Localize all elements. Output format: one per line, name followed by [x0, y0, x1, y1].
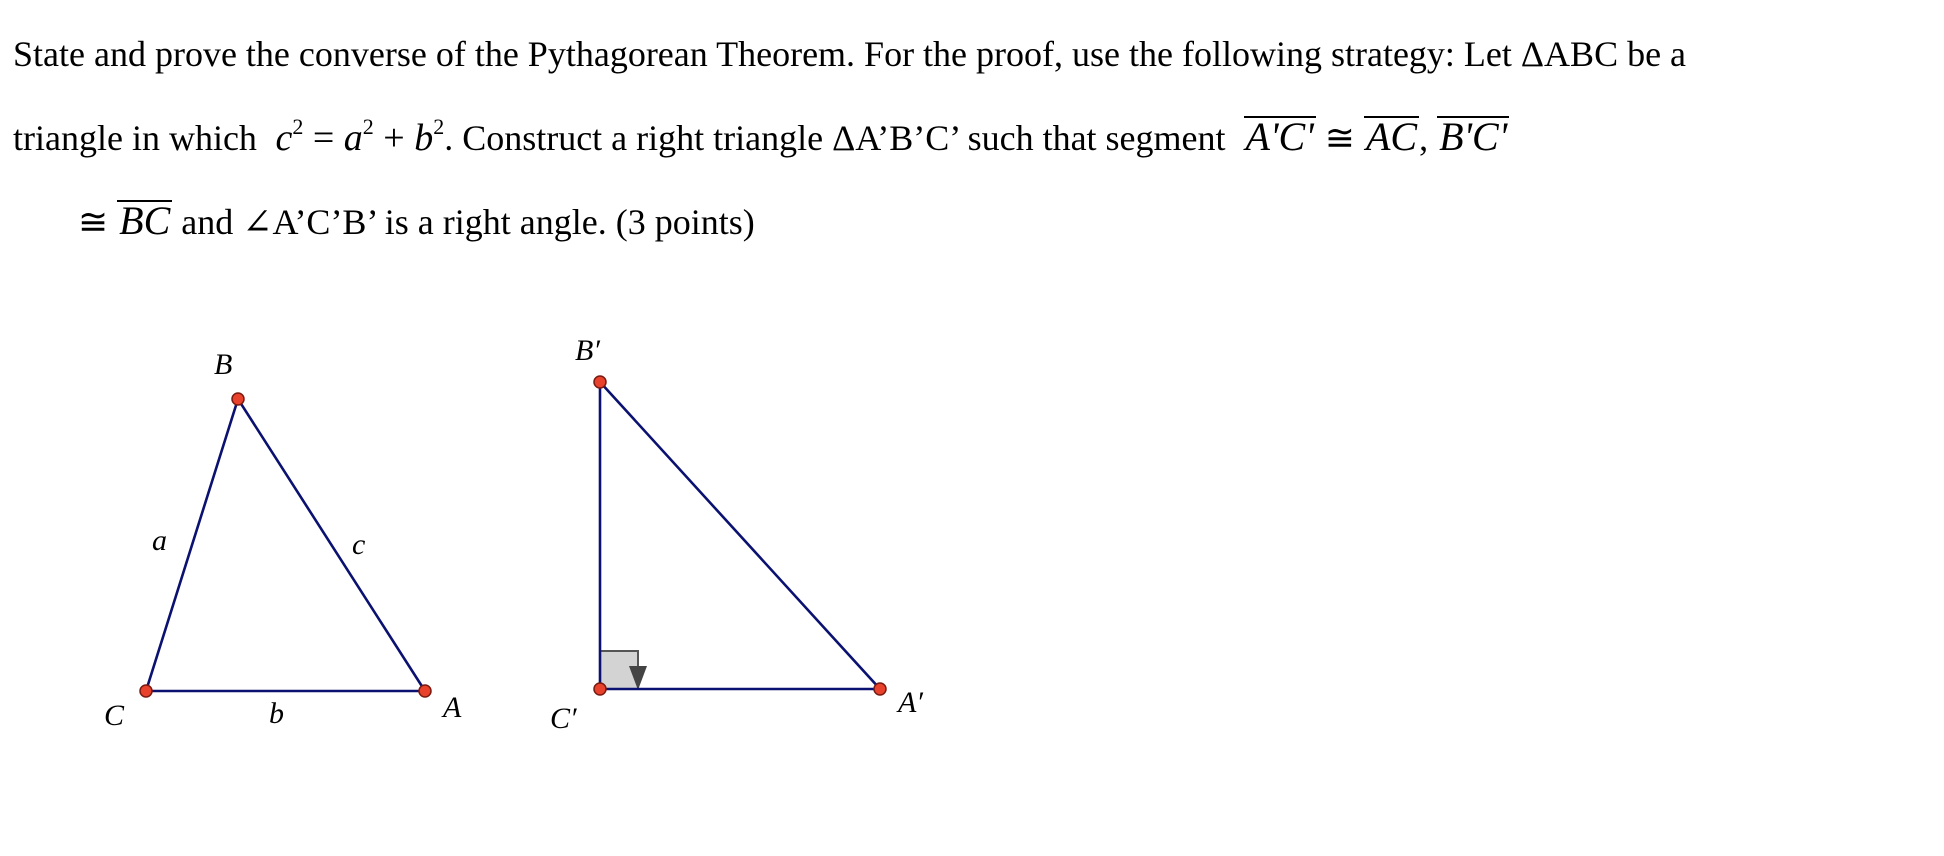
- triangle-abc-edges: [146, 399, 425, 691]
- eq-plus: +: [373, 117, 415, 159]
- segment-a-prime-c-prime: A'C': [1245, 114, 1314, 159]
- eq-c-exponent: 2: [292, 114, 304, 139]
- problem-text-2b: . Construct a right triangle ΔA’B’C’ such that segment: [444, 118, 1226, 158]
- eq-c: c: [275, 117, 293, 159]
- triangle-abc: [104, 348, 462, 732]
- label-c-prime: C′: [550, 702, 577, 735]
- label-b-prime: B′: [575, 334, 600, 367]
- problem-text-1: State and prove the converse of the Pythagorean Theorem. For the proof, use the following strategy: Let ΔABC be a: [13, 34, 1687, 74]
- eq-b: b: [414, 117, 434, 159]
- comma: ,: [1419, 118, 1429, 158]
- point-b-prime[interactable]: [594, 376, 606, 388]
- congruent-symbol: ≅: [1324, 118, 1355, 158]
- congruent-symbol-2: ≅: [78, 202, 109, 242]
- triangle-a-prime-b-prime-c-prime: [550, 334, 923, 735]
- eq-b-exponent: 2: [433, 114, 445, 139]
- label-side-c: c: [352, 528, 366, 561]
- triangle-prime-edges: [600, 382, 880, 689]
- point-c[interactable]: [140, 685, 152, 697]
- eq-equals: =: [303, 117, 344, 159]
- problem-text-2a: triangle in which: [13, 118, 257, 158]
- label-a-prime: A′: [898, 686, 923, 719]
- point-b[interactable]: [232, 393, 244, 405]
- point-a[interactable]: [419, 685, 431, 697]
- label-a: A: [443, 691, 462, 724]
- segment-bc: BC: [119, 198, 171, 243]
- label-b: B: [214, 348, 233, 381]
- segment-ac: AC: [1365, 114, 1418, 159]
- label-c: C: [104, 699, 125, 732]
- label-side-b: b: [269, 697, 284, 730]
- segment-b-prime-c-prime: B'C': [1439, 114, 1508, 159]
- problem-text-3: and ∠A’C’B’ is a right angle. (3 points): [181, 202, 755, 242]
- point-a-prime[interactable]: [874, 683, 886, 695]
- eq-a: a: [343, 117, 363, 159]
- label-side-a: a: [152, 524, 167, 557]
- eq-a-exponent: 2: [362, 114, 374, 139]
- point-c-prime[interactable]: [594, 683, 606, 695]
